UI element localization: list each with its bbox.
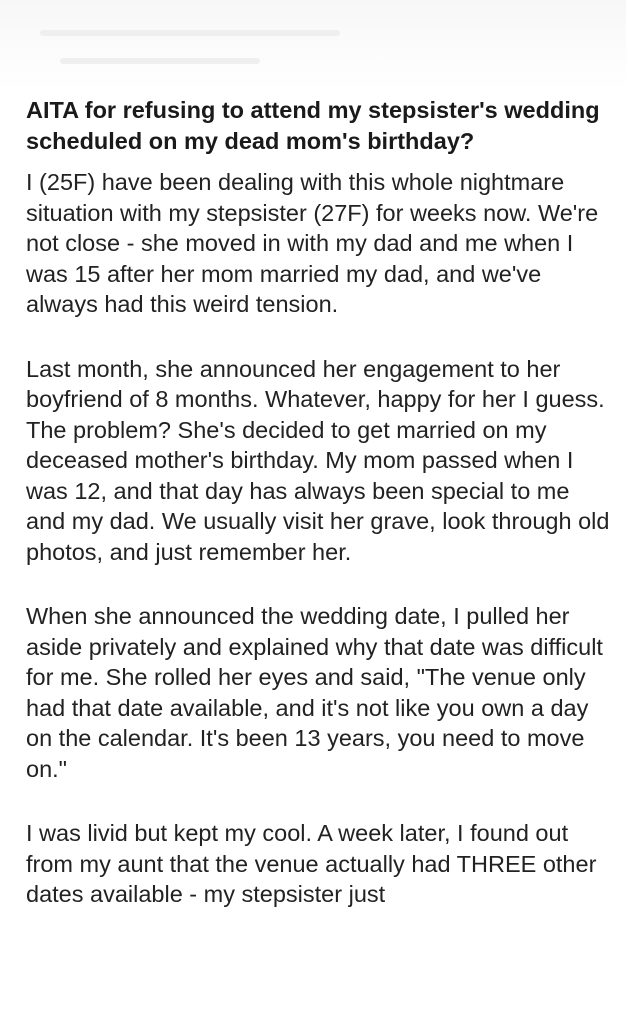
post-content [26,95,611,944]
post-paragraph: I was livid but kept my cool. A week later, I found out from my aunt that the venue actually had THREE other dates available - my stepsister just [26,820,597,907]
faded-header-line [60,58,260,64]
post-paragraph: Last month, she announced her engagement to her boyfriend of 8 months. Whatever, happy for her I guess. The problem? She's decided to get married on my deceased mother's birthday. My mom passed when I was 12, and that day has always been special to me and my dad. We usually visit her grave, look through old photos, and just remember her. [26,355,610,565]
post-title: AITA for refusing to attend my stepsister's wedding scheduled on my dead mom's birthday? [26,97,600,154]
post-paragraph: When she announced the wedding date, I pulled her aside privately and explained why that date was difficult for me. She rolled her eyes and said, "The venue only had that date available, and it's not like you own a day on the calendar. It's been 13 years, you need to move on." [26,603,603,782]
faded-header-area [0,0,626,90]
post-paragraph: I (25F) have been dealing with this whole nightmare situation with my stepsister (27F) for weeks now. We're not close - she moved in with my dad and me when I was 15 after her mom married my dad, and we've always had this weird tension. [26,169,599,317]
faded-header-line [40,30,340,36]
